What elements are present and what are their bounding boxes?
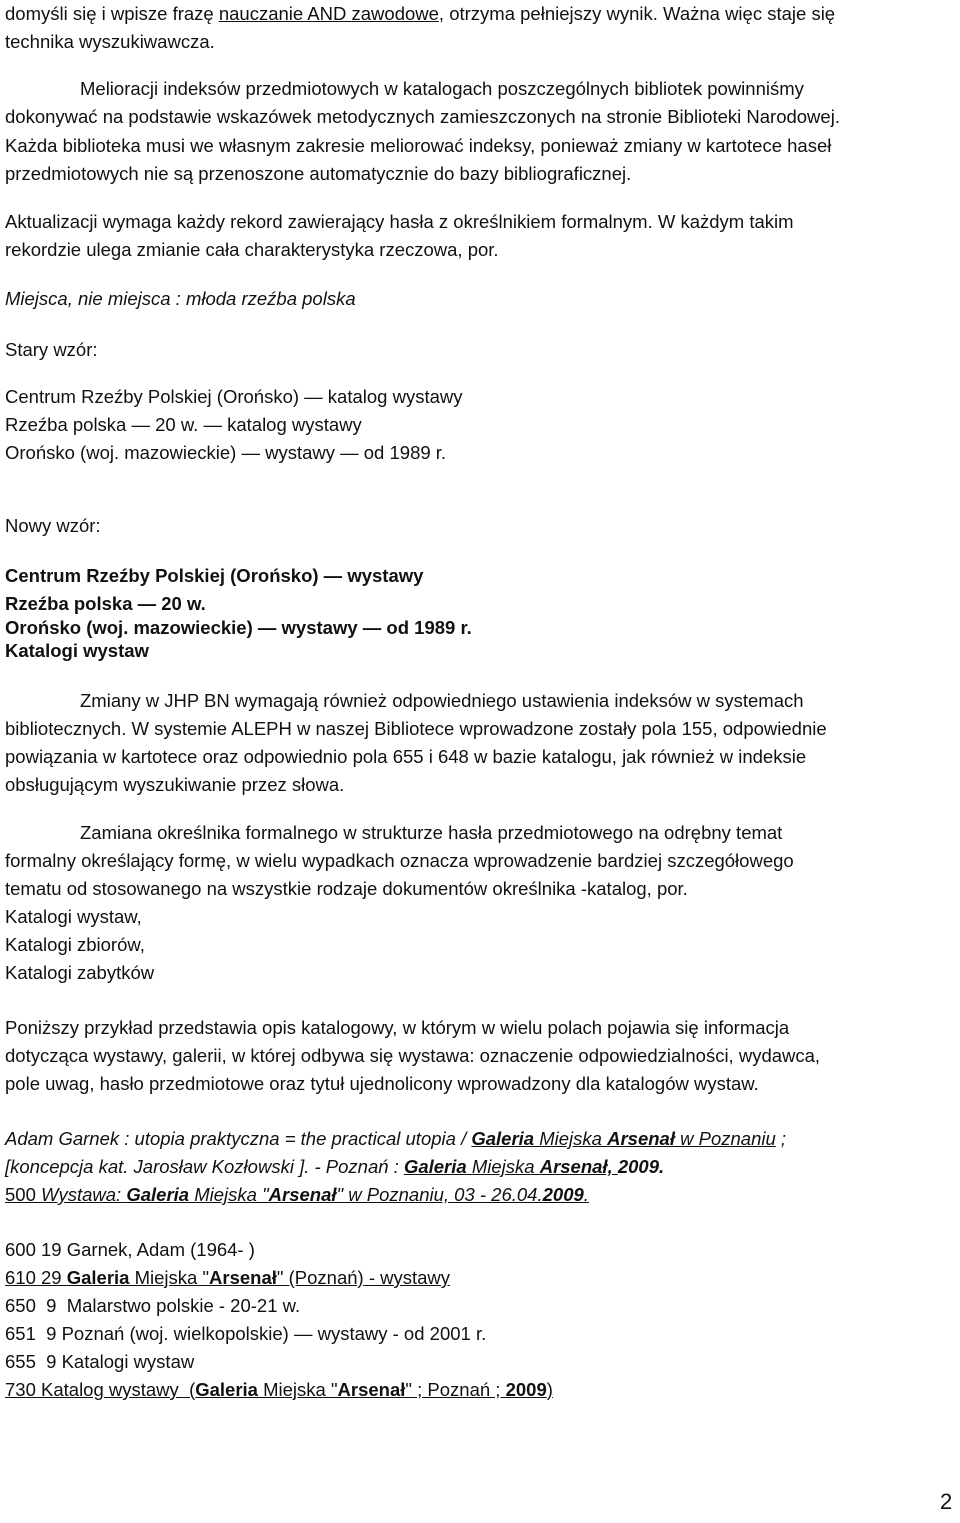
text: , otrzyma pełniejszy wynik. Ważna więc staje się — [438, 3, 836, 24]
field-651: 651 9 Poznań (woj. wielkopolskie) — wystawy - od 2001 r. — [5, 1323, 487, 1344]
text: ; — [775, 1128, 787, 1149]
text: Galeria — [403, 1156, 467, 1177]
field-655: 655 9 Katalogi wystaw — [5, 1351, 195, 1372]
paragraph-line: obsługującym wyszukiwanie przez słowa. — [5, 774, 345, 795]
text: Miejska — [466, 1156, 540, 1177]
text: Arsenał — [607, 1128, 675, 1149]
text: Miejska " — [129, 1267, 210, 1288]
publisher-ref — [471, 1128, 775, 1149]
text: 2009. — [617, 1156, 665, 1177]
publisher-ref — [404, 1156, 618, 1177]
text: Miejska " — [257, 1379, 338, 1400]
paragraph-line: pole uwag, hasło przedmiotowe oraz tytuł ujednolicony wprowadzony dla katalogów wystaw. — [5, 1073, 759, 1094]
record-title-line — [5, 1127, 786, 1151]
text: Arsenał — [209, 1267, 277, 1288]
paragraph-line: powiązania w kartotece oraz odpowiednio pola 655 i 648 w bazie katalogu, jak również w indeksie — [5, 746, 807, 767]
paragraph-line: tematu od stosowanego na wszystkie rodzaje dokumentów określnika -katalog, por. — [5, 878, 688, 899]
text: Arsenał — [268, 1184, 337, 1205]
paragraph-line: przedmiotowych nie są przenoszone automatycznie do bazy bibliograficznej. — [5, 163, 632, 184]
new-pattern-line: Katalogi wystaw — [5, 640, 149, 661]
record-imprint-line — [5, 1155, 664, 1179]
text: Galeria — [195, 1379, 258, 1400]
text: Galeria — [66, 1267, 130, 1288]
intro-line-1 — [5, 2, 835, 26]
page-number: 2 — [940, 1489, 953, 1514]
paragraph-line: rekordzie ulega zmianie cała charakterystyka rzeczowa, por. — [5, 239, 499, 260]
old-pattern-line: Centrum Rzeźby Polskiej (Orońsko) — katalog wystawy — [5, 386, 463, 407]
intro-line-2: technika wyszukiwawcza. — [5, 31, 215, 52]
record-note-line — [5, 1183, 589, 1207]
text: Wystawa: — [41, 1184, 127, 1205]
text: 500 — [5, 1184, 42, 1205]
new-pattern-line: Orońsko (woj. mazowieckie) — wystawy — od 1989 r. — [5, 617, 472, 638]
paragraph-line: Poniższy przykład przedstawia opis katalogowy, w którym w wielu polach pojawia się informacja — [5, 1017, 790, 1038]
katalogi-list-item: Katalogi wystaw, — [5, 906, 142, 927]
paragraph-line: bibliotecznych. W systemie ALEPH w naszej Bibliotece wprowadzone zostały pola 155, odpowiednie — [5, 718, 827, 739]
paragraph-line: formalny określający formę, w wielu wypadkach oznacza wprowadzenie bardziej szczegółowego — [5, 850, 794, 871]
field-650: 650 9 Malarstwo polskie - 20-21 w. — [5, 1295, 301, 1316]
search-phrase: nauczanie AND zawodowe — [218, 3, 439, 24]
text: Galeria — [471, 1128, 535, 1149]
text: [koncepcja kat. Jarosław Kozłowski ]. - Poznań : — [5, 1156, 404, 1177]
old-pattern-label: Stary wzór: — [5, 339, 98, 360]
field-730 — [5, 1378, 553, 1402]
field-600: 600 19 Garnek, Adam (1964- ) — [5, 1239, 255, 1260]
paragraph-line: Zamiana określnika formalnego w strukturze hasła przedmiotowego na odrębny temat — [80, 822, 783, 843]
old-pattern-line: Orońsko (woj. mazowieckie) — wystawy — od 1989 r. — [5, 442, 447, 463]
paragraph-line: Zmiany w JHP BN wymagają również odpowiedniego ustawienia indeksów w systemach — [80, 690, 804, 711]
text: " (Poznań) - wystawy — [276, 1267, 451, 1288]
paragraph-line: dotycząca wystawy, galerii, w której odbywa się wystawa: oznaczenie odpowiedzialności, wydawca, — [5, 1045, 821, 1066]
text: Galeria — [126, 1184, 190, 1205]
new-pattern-line: Rzeźba polska — 20 w. — [5, 593, 206, 614]
text: 610 29 — [5, 1267, 67, 1288]
new-pattern-label: Nowy wzór: — [5, 515, 101, 536]
katalogi-list-item: Katalogi zbiorów, — [5, 934, 145, 955]
paragraph-line: Każda biblioteka musi we własnym zakresie meliorować indeksy, ponieważ zmiany w kartotece haseł — [5, 135, 832, 156]
example-title: Miejsca, nie miejsca : młoda rzeźba polska — [5, 288, 356, 309]
field-610 — [5, 1266, 450, 1290]
text: 730 Katalog wystawy ( — [5, 1379, 196, 1400]
text: 2009 — [542, 1184, 584, 1205]
text: " ; Poznań ; — [405, 1379, 506, 1400]
text: Miejska " — [189, 1184, 269, 1205]
text: Arsenał — [337, 1379, 406, 1400]
new-pattern-line: Centrum Rzeźby Polskiej (Orońsko) — wystawy — [5, 565, 424, 586]
paragraph-line: Melioracji indeksów przedmiotowych w katalogach poszczególnych bibliotek powinniśmy — [80, 78, 804, 99]
text: Adam Garnek : utopia praktyczna = the practical utopia / — [5, 1128, 472, 1149]
paragraph-line: Aktualizacji wymaga każdy rekord zawierający hasła z określnikiem formalnym. W każdym takim — [5, 211, 794, 232]
katalogi-list-item: Katalogi zabytków — [5, 962, 155, 983]
text: Miejska — [534, 1128, 608, 1149]
text: ) — [546, 1379, 553, 1400]
text: w Poznaniu — [674, 1128, 776, 1149]
text: " w Poznaniu, 03 - 26.04. — [336, 1184, 543, 1205]
text: Arsenał, — [539, 1156, 618, 1177]
text: domyśli się i wpisze frazę — [5, 3, 219, 24]
old-pattern-line: Rzeźba polska — 20 w. — katalog wystawy — [5, 414, 362, 435]
text: 2009 — [505, 1379, 547, 1400]
text: . — [583, 1184, 589, 1205]
paragraph-line: dokonywać na podstawie wskazówek metodycznych zamieszczonych na stronie Biblioteki Narodowej. — [5, 106, 840, 127]
